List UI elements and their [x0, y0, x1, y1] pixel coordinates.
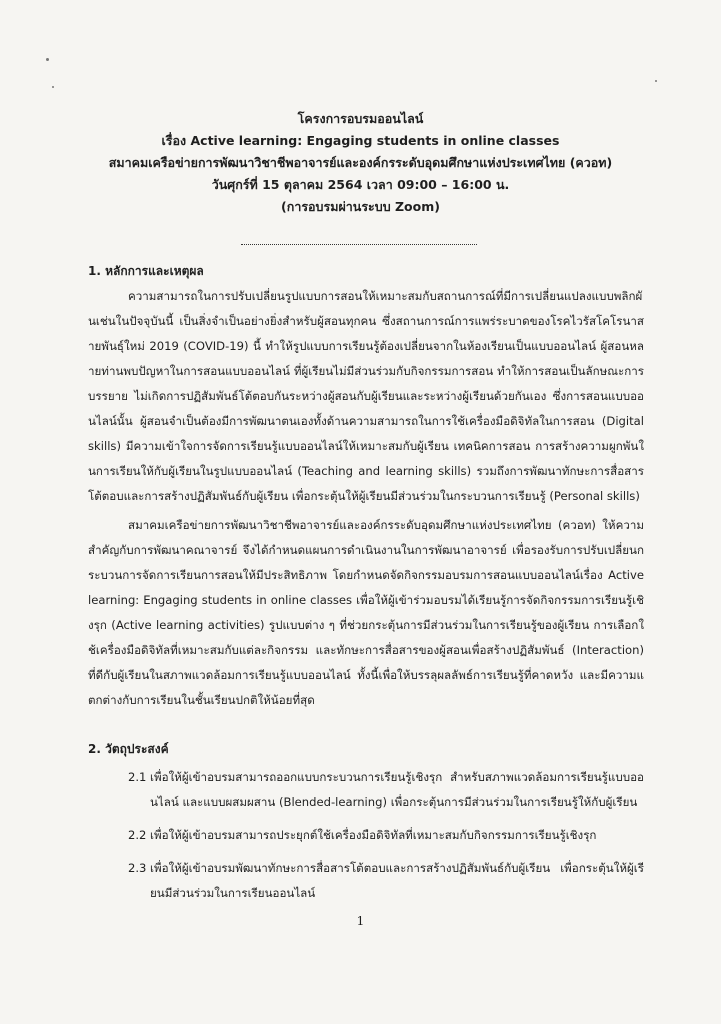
objective-number: 2.1 — [128, 770, 147, 784]
event-venue: (การอบรมผ่านระบบ Zoom) — [281, 199, 440, 214]
course-topic: เรื่อง Active learning: Engaging students in online classes — [161, 133, 560, 148]
objective-item — [128, 856, 644, 906]
objective-number: 2.2 — [128, 828, 147, 842]
project-title: โครงการอบรมออนไลน์ — [297, 111, 424, 126]
scan-speck — [46, 58, 49, 61]
objectives-list — [128, 765, 644, 914]
section-objectives-heading — [88, 737, 644, 762]
objective-text: เพื่อให้ผู้เข้าอบรมสามารถประยุกต์ใช้เครื่องมือดิจิทัลที่เหมาะสมกับกิจกรรมการเรียนรู้เชิงรุก — [150, 828, 597, 842]
section-rationale — [88, 259, 644, 713]
objective-number: 2.3 — [128, 861, 147, 875]
scan-speck — [52, 86, 54, 88]
objective-item — [128, 823, 644, 848]
rationale-paragraph-2: สมาคมเครือข่ายการพัฒนาวิชาชีพอาจารย์และองค์กรระดับอุดมศึกษาแห่งประเทศไทย (ควอท) ให้ความสำคัญกับการพัฒนาคณาจารย์ จึงได้กำหนดแผนการดำเนินงานในการพัฒนาอาจารย์ เพื่อรองรับการปรับเปลี่ยนกระบวนการจัดการเรียนการสอนให้มีประสิทธิภาพ โดยกำหนดจัดกิจกรรมอบรมการสอนแบบออนไลน์เรื่อง Active learning: Engaging students in online classes เพื่อให้ผู้เข้าร่วมอบรมได้เรียนรู้การจัดกิจกรรมการเรียนรู้เชิงรุก (Active learning activities) รูปแบบต่าง ๆ ที่ช่วยกระตุ้นการมีส่วนร่วมในการเรียนรู้ของผู้เรียน การเลือกใช้เครื่องมือดิจิทัลที่เหมาะสมกับแต่ละกิจกรรม และทักษะการสื่อสารของผู้สอนเพื่อสร้างปฏิสัมพันธ์ (Interaction) ที่ดีกับผู้เรียนในสภาพแวดล้อมการเรียนรู้แบบออนไลน์ ทั้งนี้เพื่อให้บรรลุผลลัพธ์การเรียนรู้ที่คาดหวัง และมีความแตกต่างกับการเรียนในชั้นเรียนปกติให้น้อยที่สุด — [88, 518, 644, 707]
section-heading: 2. วัตถุประสงค์ — [88, 742, 169, 756]
organizer-name: สมาคมเครือข่ายการพัฒนาวิชาชีพอาจารย์และองค์กรระดับอุดมศึกษาแห่งประเทศไทย (ควอท) — [108, 155, 613, 170]
document-header — [0, 108, 721, 218]
section-heading: 1. หลักการและเหตุผล — [88, 264, 204, 278]
objective-text: เพื่อให้ผู้เข้าอบรมพัฒนาทักษะการสื่อสารโต้ตอบและการสร้างปฏิสัมพันธ์กับผู้เรียน เพื่อกระตุ้นให้ผู้เรียนมีส่วนร่วมในการเรียนออนไลน์ — [150, 861, 644, 900]
page-number: 1 — [356, 914, 365, 928]
rationale-paragraph-1: ความสามารถในการปรับเปลี่ยนรูปแบบการสอนให้เหมาะสมกับสถานการณ์ที่มีการเปลี่ยนแปลงแบบพลิกผันเช่นในปัจจุบันนี้ เป็นสิ่งจำเป็นอย่างยิ่งสำหรับผู้สอนทุกคน ซึ่งสถานการณ์การแพร่ระบาดของโรคไวรัสโคโรนาสายพันธุ์ใหม่ 2019 (COVID-19) นี้ ทำให้รูปแบบการเรียนรู้ต้องเปลี่ยนจากในห้องเรียนเป็นแบบออนไลน์ ผู้สอนหลายท่านพบปัญหาในการสอนแบบออนไลน์ ที่ผู้เรียนไม่มีส่วนร่วมกับกิจกรรมการสอน ทำให้การสอนเป็นลักษณะการบรรยาย ไม่เกิดการปฏิสัมพันธ์โต้ตอบกันระหว่างผู้สอนกับผู้เรียนและระหว่างผู้เรียนด้วยกันเอง ซึ่งการสอนแบบออนไลน์นั้น ผู้สอนจำเป็นต้องมีการพัฒนาตนเองทั้งด้านความสามารถในการใช้เครื่องมือดิจิทัลในการสอน (Digital skills) มีความเข้าใจการจัดการเรียนรู้แบบออนไลน์ให้เหมาะสมกับผู้เรียน เทคนิคการสอน การสร้างความผูกพันในการเรียนให้กับผู้เรียนในรูปแบบออนไลน์ (Teaching and learning skills) รวมถึงการพัฒนาทักษะการสื่อสาร โต้ตอบและการสร้างปฏิสัมพันธ์กับผู้เรียน เพื่อกระตุ้นให้ผู้เรียนมีส่วนร่วมในกระบวนการเรียนรู้ (Personal skills) — [88, 289, 644, 503]
scan-speck — [655, 80, 657, 82]
event-date-time: วันศุกร์ที่ 15 ตุลาคม 2564 เวลา 09:00 – 16:00 น. — [211, 177, 510, 192]
dotted-separator — [241, 244, 477, 245]
objective-text: เพื่อให้ผู้เข้าอบรมสามารถออกแบบกระบวนการเรียนรู้เชิงรุก สำหรับสภาพแวดล้อมการเรียนรู้แบบออนไลน์ และแบบผสมผสาน (Blended-learning) เพื่อกระตุ้นการมีส่วนร่วมในการเรียนรู้ให้กับผู้เรียน — [150, 770, 644, 809]
objective-item — [128, 765, 644, 815]
